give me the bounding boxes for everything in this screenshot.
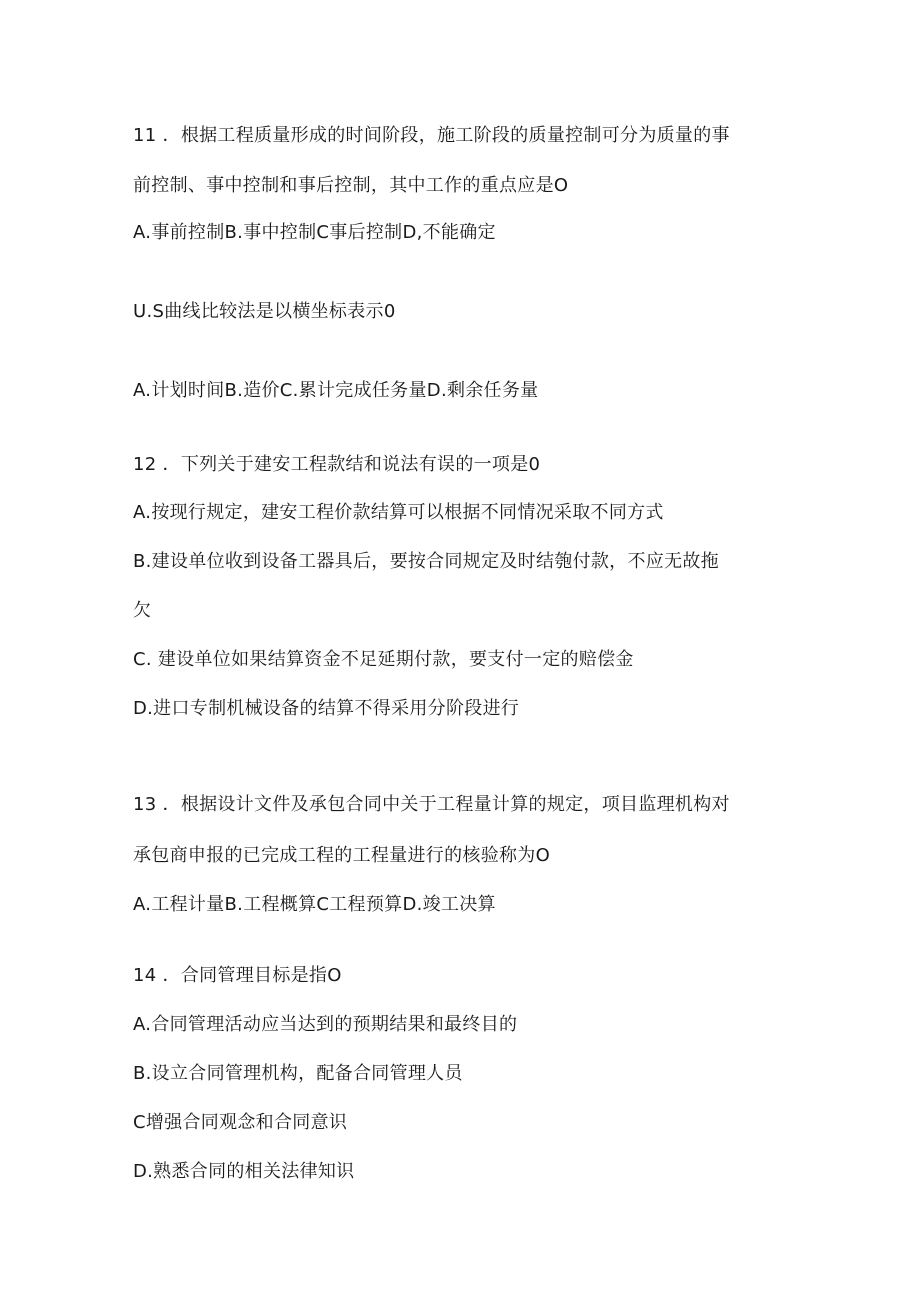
question-u-stem: U.S曲线比较法是以横坐标表示0 <box>133 301 396 322</box>
question-13-stem-line-2: 承包商申报的已完成工程的工程量进行的核验称为O <box>133 845 551 866</box>
question-12-option-d: D.进口专制机械设备的结算不得采用分阶段进行 <box>133 698 520 719</box>
question-11-stem-line-1: 11 ．根据工程质量形成的时间阶段，施工阶段的质量控制可分为质量的事 <box>133 125 730 146</box>
question-12-option-b-line-2: 欠 <box>133 600 152 621</box>
question-11-stem-line-2: 前控制、事中控制和事后控制，其中工作的重点应是O <box>133 175 569 196</box>
question-u-options: A.计划时间B.造价C.累计完成任务量D.剩余任务量 <box>133 380 539 401</box>
question-12-option-a: A.按现行规定，建安工程价款结算可以根据不同情况采取不同方式 <box>133 502 664 523</box>
question-13-stem-line-1: 13 ．根据设计文件及承包合同中关于工程量计算的规定，项目监理机构对 <box>133 794 730 815</box>
question-14-option-d: D.熟悉合同的相关法律知识 <box>133 1161 355 1182</box>
question-12-option-b-line-1: B.建设单位收到设备工器具后，要按合同规定及时结匏付款，不应无故拖 <box>133 551 719 572</box>
question-12-option-c: C. 建设单位如果结算资金不足延期付款，要支付一定的赔偿金 <box>133 649 634 670</box>
question-11-options: A.事前控制B.事中控制C事后控制D,不能确定 <box>133 222 496 243</box>
question-12-stem: 12 ．下列关于建安工程款结和说法有误的一项是0 <box>133 454 541 475</box>
question-14-stem: 14 ．合同管理目标是指O <box>133 965 342 986</box>
question-14-option-a: A.合同管理活动应当达到的预期结果和最终目的 <box>133 1014 518 1035</box>
question-14-option-c: C增强合同观念和合同意识 <box>133 1112 348 1133</box>
question-14-option-b: B.设立合同管理机构，配备合同管理人员 <box>133 1063 463 1084</box>
question-13-options: A.工程计量B.工程概算C工程预算D.竣工决算 <box>133 894 496 915</box>
